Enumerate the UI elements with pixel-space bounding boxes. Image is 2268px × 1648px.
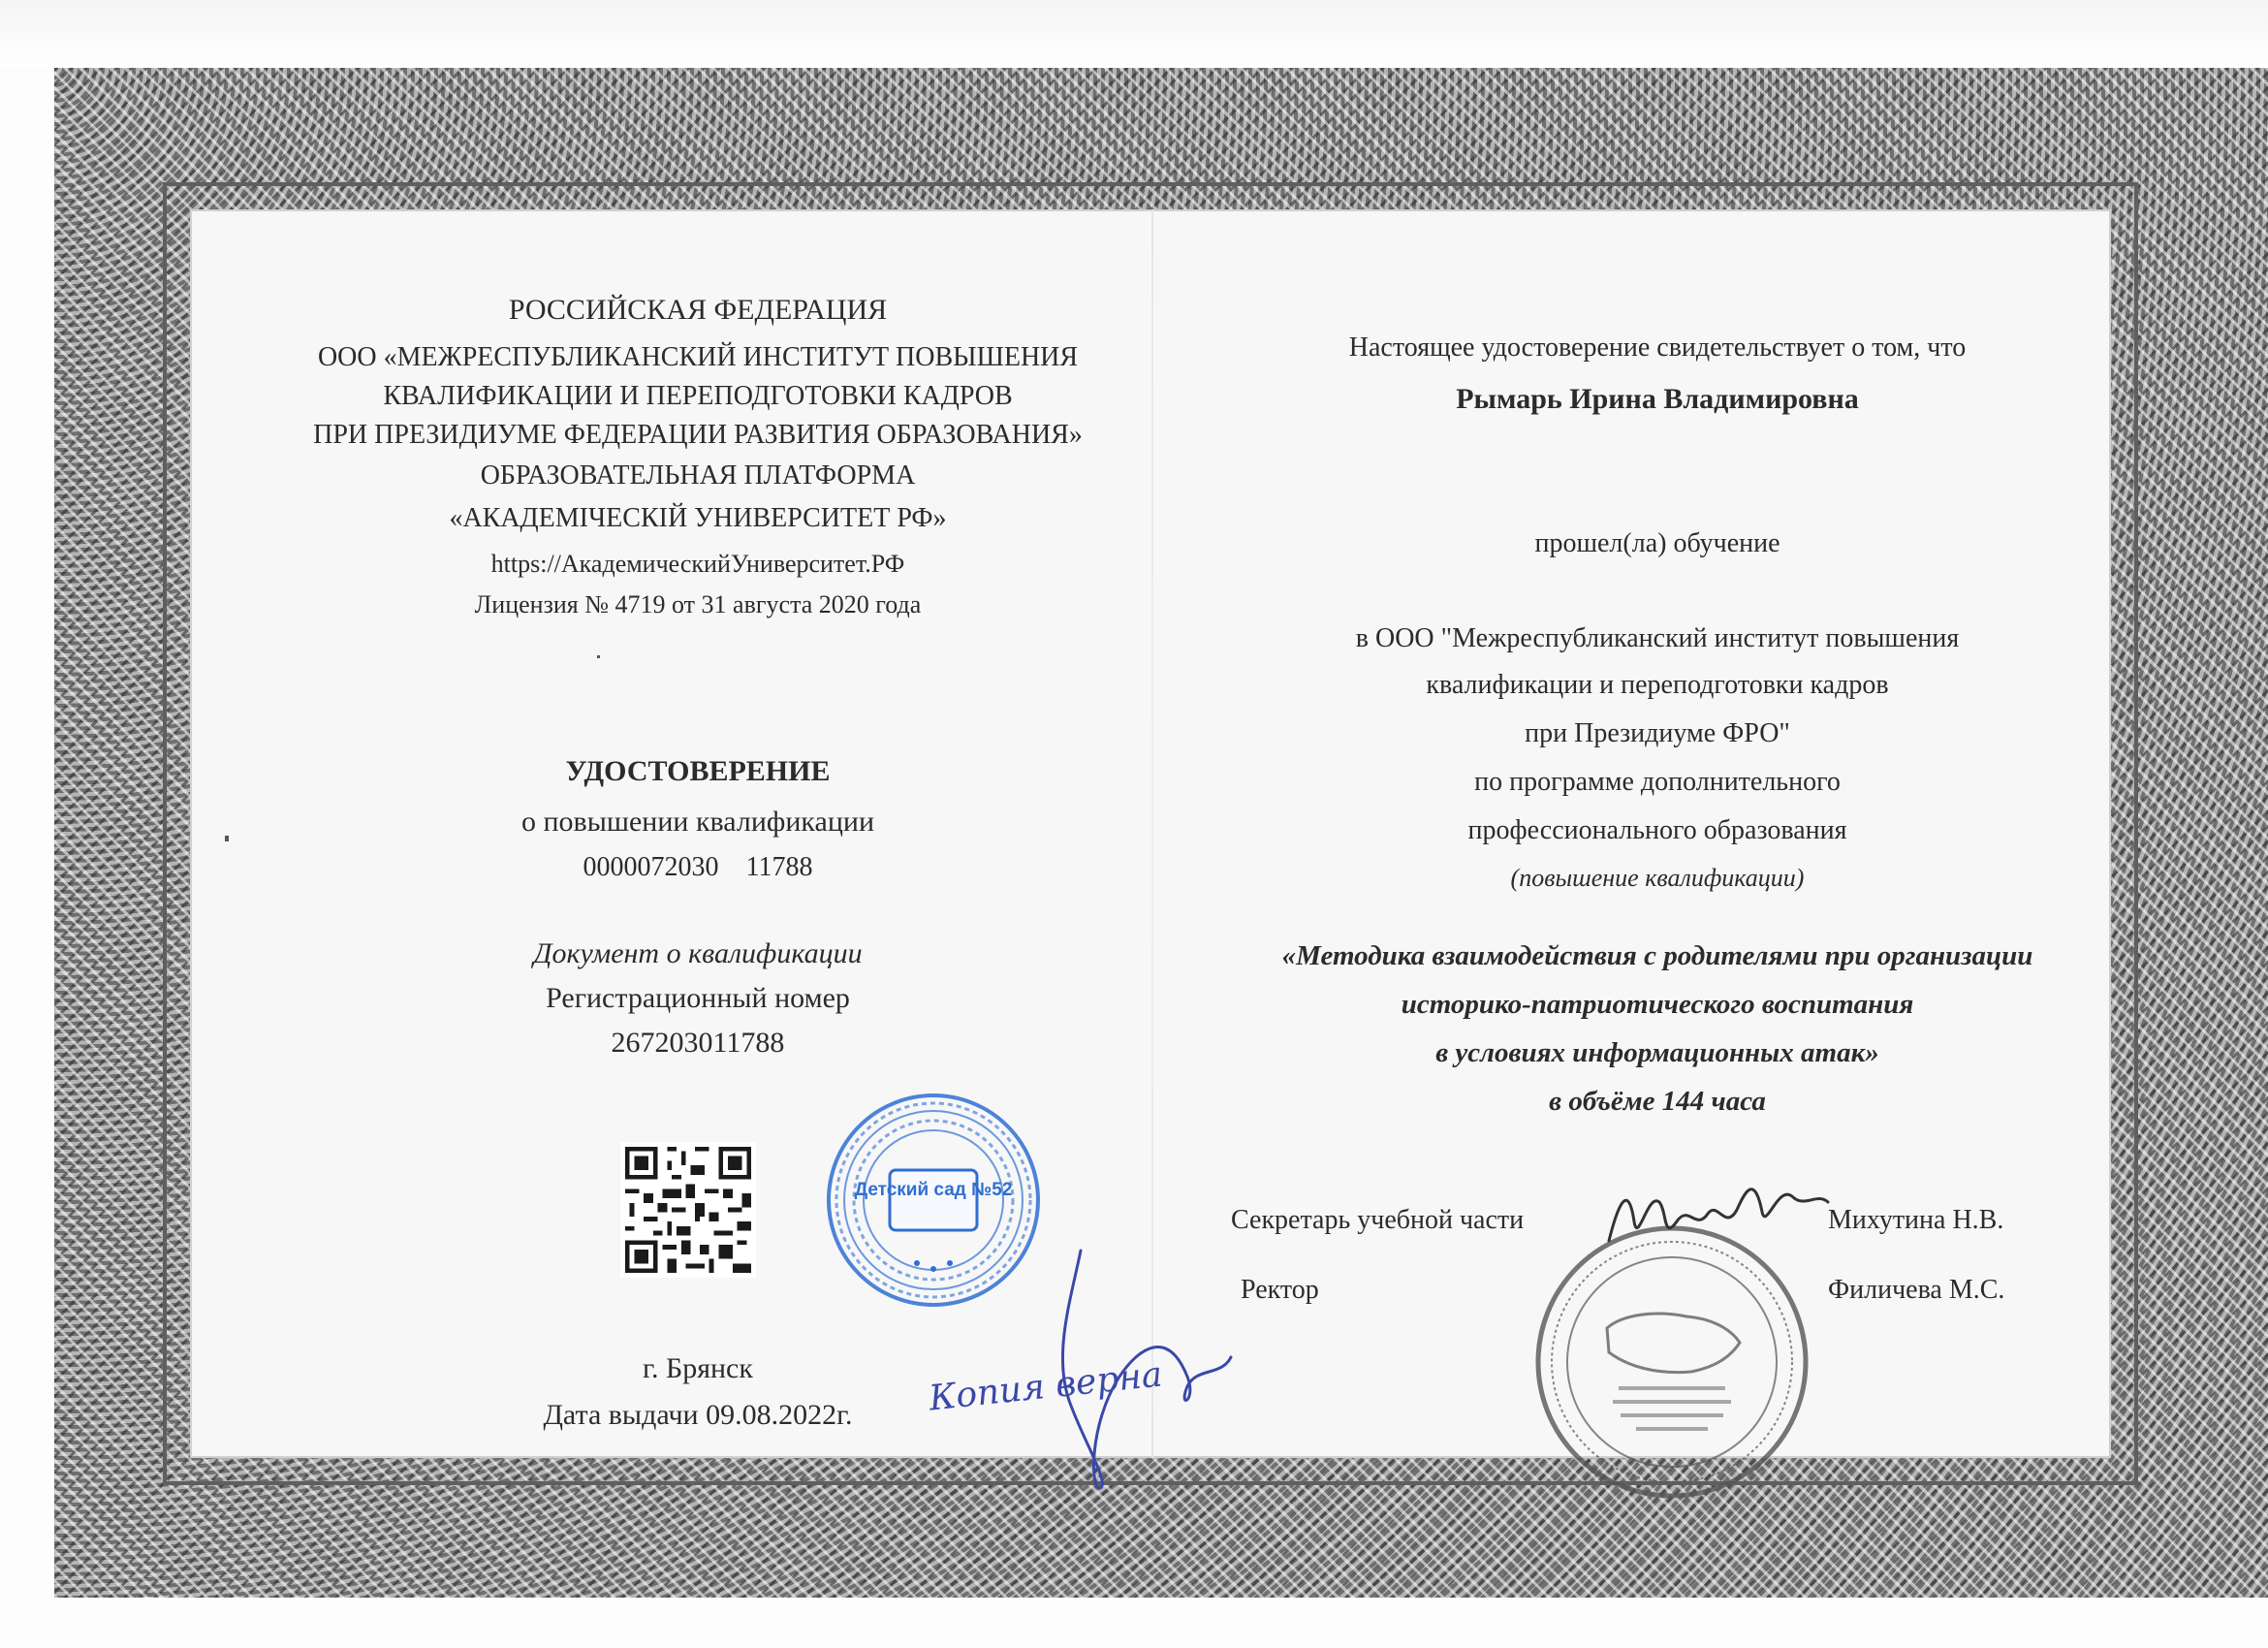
org-line-2: КВАЛИФИКАЦИИ И ПЕРЕПОДГОТОВКИ КАДРОВ <box>383 381 1013 411</box>
kindergarten-stamp <box>824 1091 1043 1310</box>
secretary-name: Михутина Н.В. <box>1828 1205 2004 1235</box>
intro-line: Настоящее удостоверение свидетельствует о том, что <box>1348 333 1967 363</box>
rector-title: Ректор <box>1241 1275 1319 1305</box>
org-line-3: ПРИ ПРЕЗИДИУМЕ ФЕДЕРАЦИИ РАЗВИТИЯ ОБРАЗОВАНИЯ» <box>313 420 1083 450</box>
qr-code <box>620 1142 756 1278</box>
stamp-label: Детский сад №52 <box>854 1180 1013 1200</box>
secretary-signature <box>1599 1163 1832 1270</box>
issue-date: Дата выдачи 09.08.2022г. <box>543 1399 853 1431</box>
scan-margin <box>0 0 2268 68</box>
document-subtitle: о повышении квалификации <box>521 806 874 838</box>
program-line-1: по программе дополнительного <box>1474 767 1841 797</box>
course-title-line-3: в условиях информационных атак» <box>1435 1037 1879 1068</box>
copy-certified-note: Копия верна <box>927 1354 1165 1419</box>
website-link: https://АкадемическийУниверситет.РФ <box>490 550 905 578</box>
institute-line-1: в ООО "Межреспубликанский институт повышения <box>1355 623 1960 653</box>
registration-number: 267203011788 <box>611 1027 785 1059</box>
rector-name: Филичева М.С. <box>1828 1275 2005 1305</box>
course-title-line-1: «Методика взаимодействия с родителями при организации <box>1281 940 2033 971</box>
issue-city: г. Брянск <box>643 1352 753 1384</box>
course-title-line-2: историко-патриотического воспитания <box>1401 989 1914 1020</box>
country-heading: РОССИЙСКАЯ ФЕДЕРАЦИЯ <box>508 294 888 326</box>
course-hours: в объёме 144 часа <box>1549 1086 1766 1117</box>
institute-line-3: при Президиуме ФРО" <box>1525 718 1790 748</box>
secretary-title: Секретарь учебной части <box>1231 1205 1525 1235</box>
platform-line-1: ОБРАЗОВАТЕЛЬНАЯ ПЛАТФОРМА <box>480 460 916 491</box>
program-type: (повышение квалификации) <box>1510 864 1805 892</box>
platform-line-2: «АКАДЕМІЧЕСКІЙ УНИВЕРСИТЕТ РФ» <box>449 503 947 533</box>
program-line-2: профессионального образования <box>1467 815 1847 845</box>
completed-training: прошел(ла) обучение <box>1534 528 1780 558</box>
license-line: Лицензия № 4719 от 31 августа 2020 года <box>474 590 922 618</box>
registration-label: Регистрационный номер <box>546 982 850 1014</box>
document-type: Документ о квалификации <box>533 937 863 969</box>
document-title: УДОСТОВЕРЕНИЕ <box>565 755 831 787</box>
scan-speck <box>597 655 600 658</box>
person-name: Рымарь Ирина Владимировна <box>1456 383 1859 415</box>
institute-line-2: квалификации и переподготовки кадров <box>1426 670 1889 700</box>
org-line-1: ООО «МЕЖРЕСПУБЛИКАНСКИЙ ИНСТИТУТ ПОВЫШЕНИЯ <box>317 342 1079 372</box>
document-number: 0000072030 11788 <box>583 852 813 882</box>
